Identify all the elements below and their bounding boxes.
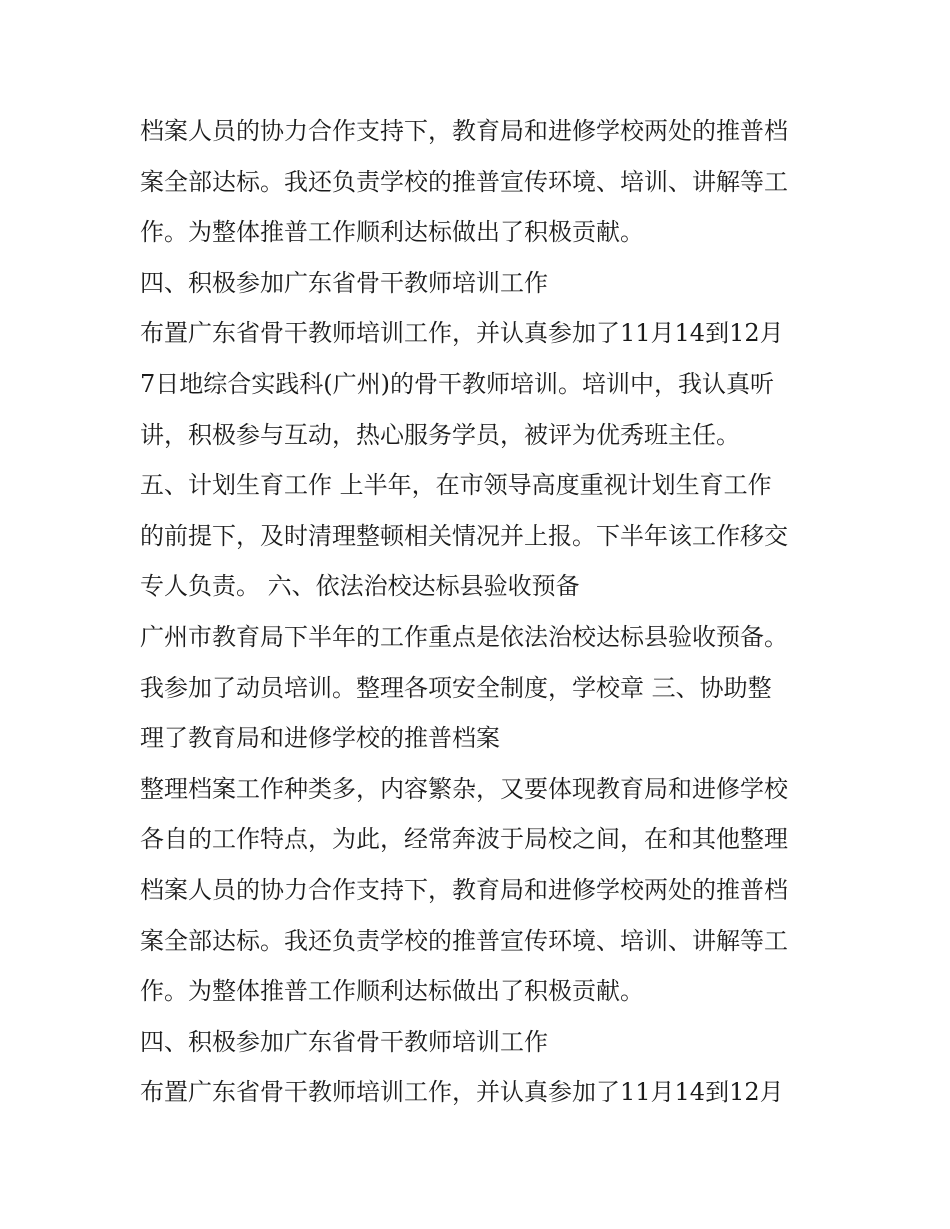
text-line: 的前提下，及时清理整顿相关情况并上报。下半年该工作移交 [140,521,788,550]
text-line: 专人负责。 六、依法治校达标县验收预备 [140,572,580,601]
text-line: 理了教育局和进修学校的推普档案 [140,724,500,753]
text-line: 档案人员的协力合作支持下，教育局和进修学校两处的推普档 [140,875,788,904]
text-line: 五、计划生育工作 上半年，在市领导高度重视计划生育工作 [140,471,772,500]
text-line: 档案人员的协力合作支持下，教育局和进修学校两处的推普档 [140,117,788,145]
section-heading: 四、积极参加广东省骨干教师培训工作 [140,268,548,297]
text-line: 我参加了动员培训。整理各项安全制度，学校章 三、协助整 [140,673,772,702]
text-line: 案全部达标。我还负责学校的推普宣传环境、培训、讲解等工 [140,167,788,196]
text-line: 7日地综合实践科(广州)的骨干教师培训。培训中，我认真听 [140,369,774,398]
text-line: 布置广东省骨干教师培训工作，并认真参加了11月14到12月 [140,1078,784,1107]
text-line: 案全部达标。我还负责学校的推普宣传环境、培训、讲解等工 [140,926,788,955]
document-body [140,106,820,1118]
text-line: 作。为整体推普工作顺利达标做出了积极贡献。 [140,218,644,247]
text-line: 作。为整体推普工作顺利达标做出了积极贡献。 [140,977,644,1006]
text-line: 广州市教育局下半年的工作重点是依法治校达标县验收预备。 [140,622,788,651]
text-line: 整理档案工作种类多，内容繁杂，又要体现教育局和进修学校 [140,774,788,803]
section-heading: 四、积极参加广东省骨干教师培训工作 [140,1027,548,1056]
text-line: 布置广东省骨干教师培训工作，并认真参加了11月14到12月 [140,319,784,348]
text-line: 讲，积极参与互动，热心服务学员，被评为优秀班主任。 [140,420,740,449]
text-line: 各自的工作特点，为此，经常奔波于局校之间，在和其他整理 [140,825,788,854]
